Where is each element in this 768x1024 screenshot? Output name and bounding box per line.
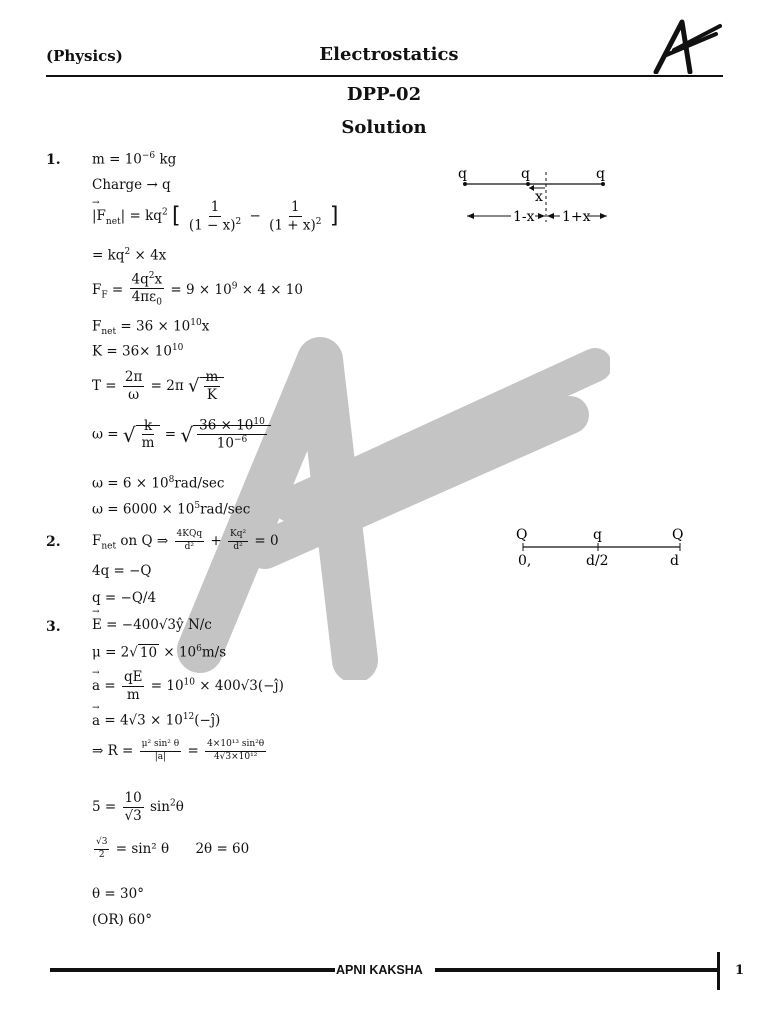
footer-rule-right bbox=[435, 968, 718, 972]
solution-heading: Solution bbox=[341, 117, 427, 138]
footer-rule-left bbox=[50, 968, 335, 972]
q2-diagram-position: d/2 bbox=[586, 553, 609, 569]
q2-diagram-charge: Q bbox=[516, 527, 528, 543]
q2-line-2: 4q = −Q bbox=[92, 563, 152, 579]
q3-field-line: → E = −400√3ŷ N/c bbox=[92, 618, 212, 633]
q2-diagram-position: d bbox=[670, 553, 679, 569]
apni-kaksha-logo bbox=[652, 18, 722, 74]
watermark-logo bbox=[170, 320, 610, 680]
q1-fnet-result-line: $F_{net} = 36 \times 10^{10}x$ bbox=[92, 318, 210, 338]
q1-omega-result-1: $\omega = 6 \times 10^8rad/\sec$ bbox=[92, 475, 225, 492]
q1-k-line: $K = 36\times 10^{10}$ bbox=[92, 343, 184, 360]
q3-accel-result: → $a = 4√3 \times 10^{12}(-ĵ)$ bbox=[92, 713, 220, 728]
dpp-title: DPP-02 bbox=[346, 84, 422, 105]
q2-charges-diagram bbox=[510, 524, 690, 570]
page-number: 1 bbox=[735, 963, 745, 978]
q3-sine-line: $\frac{√3}{2}$ = sin² θ 2θ = 60 bbox=[96, 837, 250, 860]
q1-omega-line: ω = √ $\frac{k}{m}$ = √ $\frac{36 \times 10^{10}}{10^{-6}}$ bbox=[92, 418, 271, 452]
q1-diagram-displacement: x bbox=[535, 189, 543, 205]
q1-kq-line: = $kq^2 \times 4x$ bbox=[92, 247, 167, 264]
footer-brand: APNI KAKSHA bbox=[336, 963, 423, 977]
q2-diagram-charge: Q bbox=[672, 527, 684, 543]
q3-or-line: (OR) 60° bbox=[92, 912, 152, 928]
q1-period-line: T = $\frac{2\pi}{\omega}$ = 2π √ $\frac{m}{K}$ bbox=[92, 370, 224, 403]
q1-fnet-value-line: $F_F$ = $\frac{4q^2x}{4\pi\varepsilon_0}$ = $9 \times 10^9 \times 4 \times 10$ bbox=[92, 271, 303, 309]
q2-diagram-position: 0, bbox=[518, 553, 532, 569]
q1-mass-line: $m = 10^{-6}$ kg bbox=[92, 151, 177, 168]
q1-diagram-charge: q bbox=[521, 166, 530, 182]
question-number: 3. bbox=[46, 619, 61, 635]
q1-diagram-left-segment: 1-x bbox=[513, 209, 535, 225]
q1-charge-line: Charge → q bbox=[92, 177, 171, 193]
subject-label: (Physics) bbox=[46, 47, 123, 65]
q3-range-line: ⇒ R = $\frac{\text{μ² sin² θ}}{|a|}$ = $\frac{\text{4×10¹³ sin²θ}}{\text{4√3×10¹²}}$ bbox=[92, 739, 265, 762]
q2-line-3: q = −Q/4 bbox=[92, 590, 157, 606]
q1-charges-diagram bbox=[455, 164, 615, 230]
header-rule bbox=[46, 75, 723, 77]
question-number: 1. bbox=[46, 152, 61, 168]
q1-fnet-line: → $|F_{net}| = kq^2$ [ $\frac{1}{(1 - x)^2}$ − $\frac{1}{(1 + x)^2}$ ] bbox=[92, 200, 338, 233]
q1-diagram-right-segment: 1+x bbox=[562, 209, 591, 225]
q1-omega-result-2: $\omega = 6000 \times 10^5rad/\sec$ bbox=[92, 501, 251, 518]
q1-diagram-charge: q bbox=[458, 166, 467, 182]
q3-theta-line: θ = 30° bbox=[92, 886, 144, 902]
q2-diagram-charge: q bbox=[593, 527, 602, 543]
footer-vertical-bar bbox=[717, 952, 720, 990]
q3-accel-line: → a = $\frac{qE}{m}$ = $10^{10}$ × 400√3(−ĵ) bbox=[92, 670, 284, 703]
q1-diagram-charge: q bbox=[596, 166, 605, 182]
q3-five-line: 5 = $\frac{10}{√3}$ $\sin^2\theta$ bbox=[92, 790, 184, 824]
chapter-title: Electrostatics bbox=[319, 44, 459, 65]
q3-velocity-line: μ = 2√ $10 \times 10^6m/s$ bbox=[92, 644, 227, 661]
q2-force-line: $F_{net}$ on Q ⇒ $\frac{\text{4KQq}}{\text{d²}}$ + $\frac{\text{Kq²}}{\text{d²}}$ = 0 bbox=[92, 529, 279, 552]
question-number: 2. bbox=[46, 534, 61, 550]
